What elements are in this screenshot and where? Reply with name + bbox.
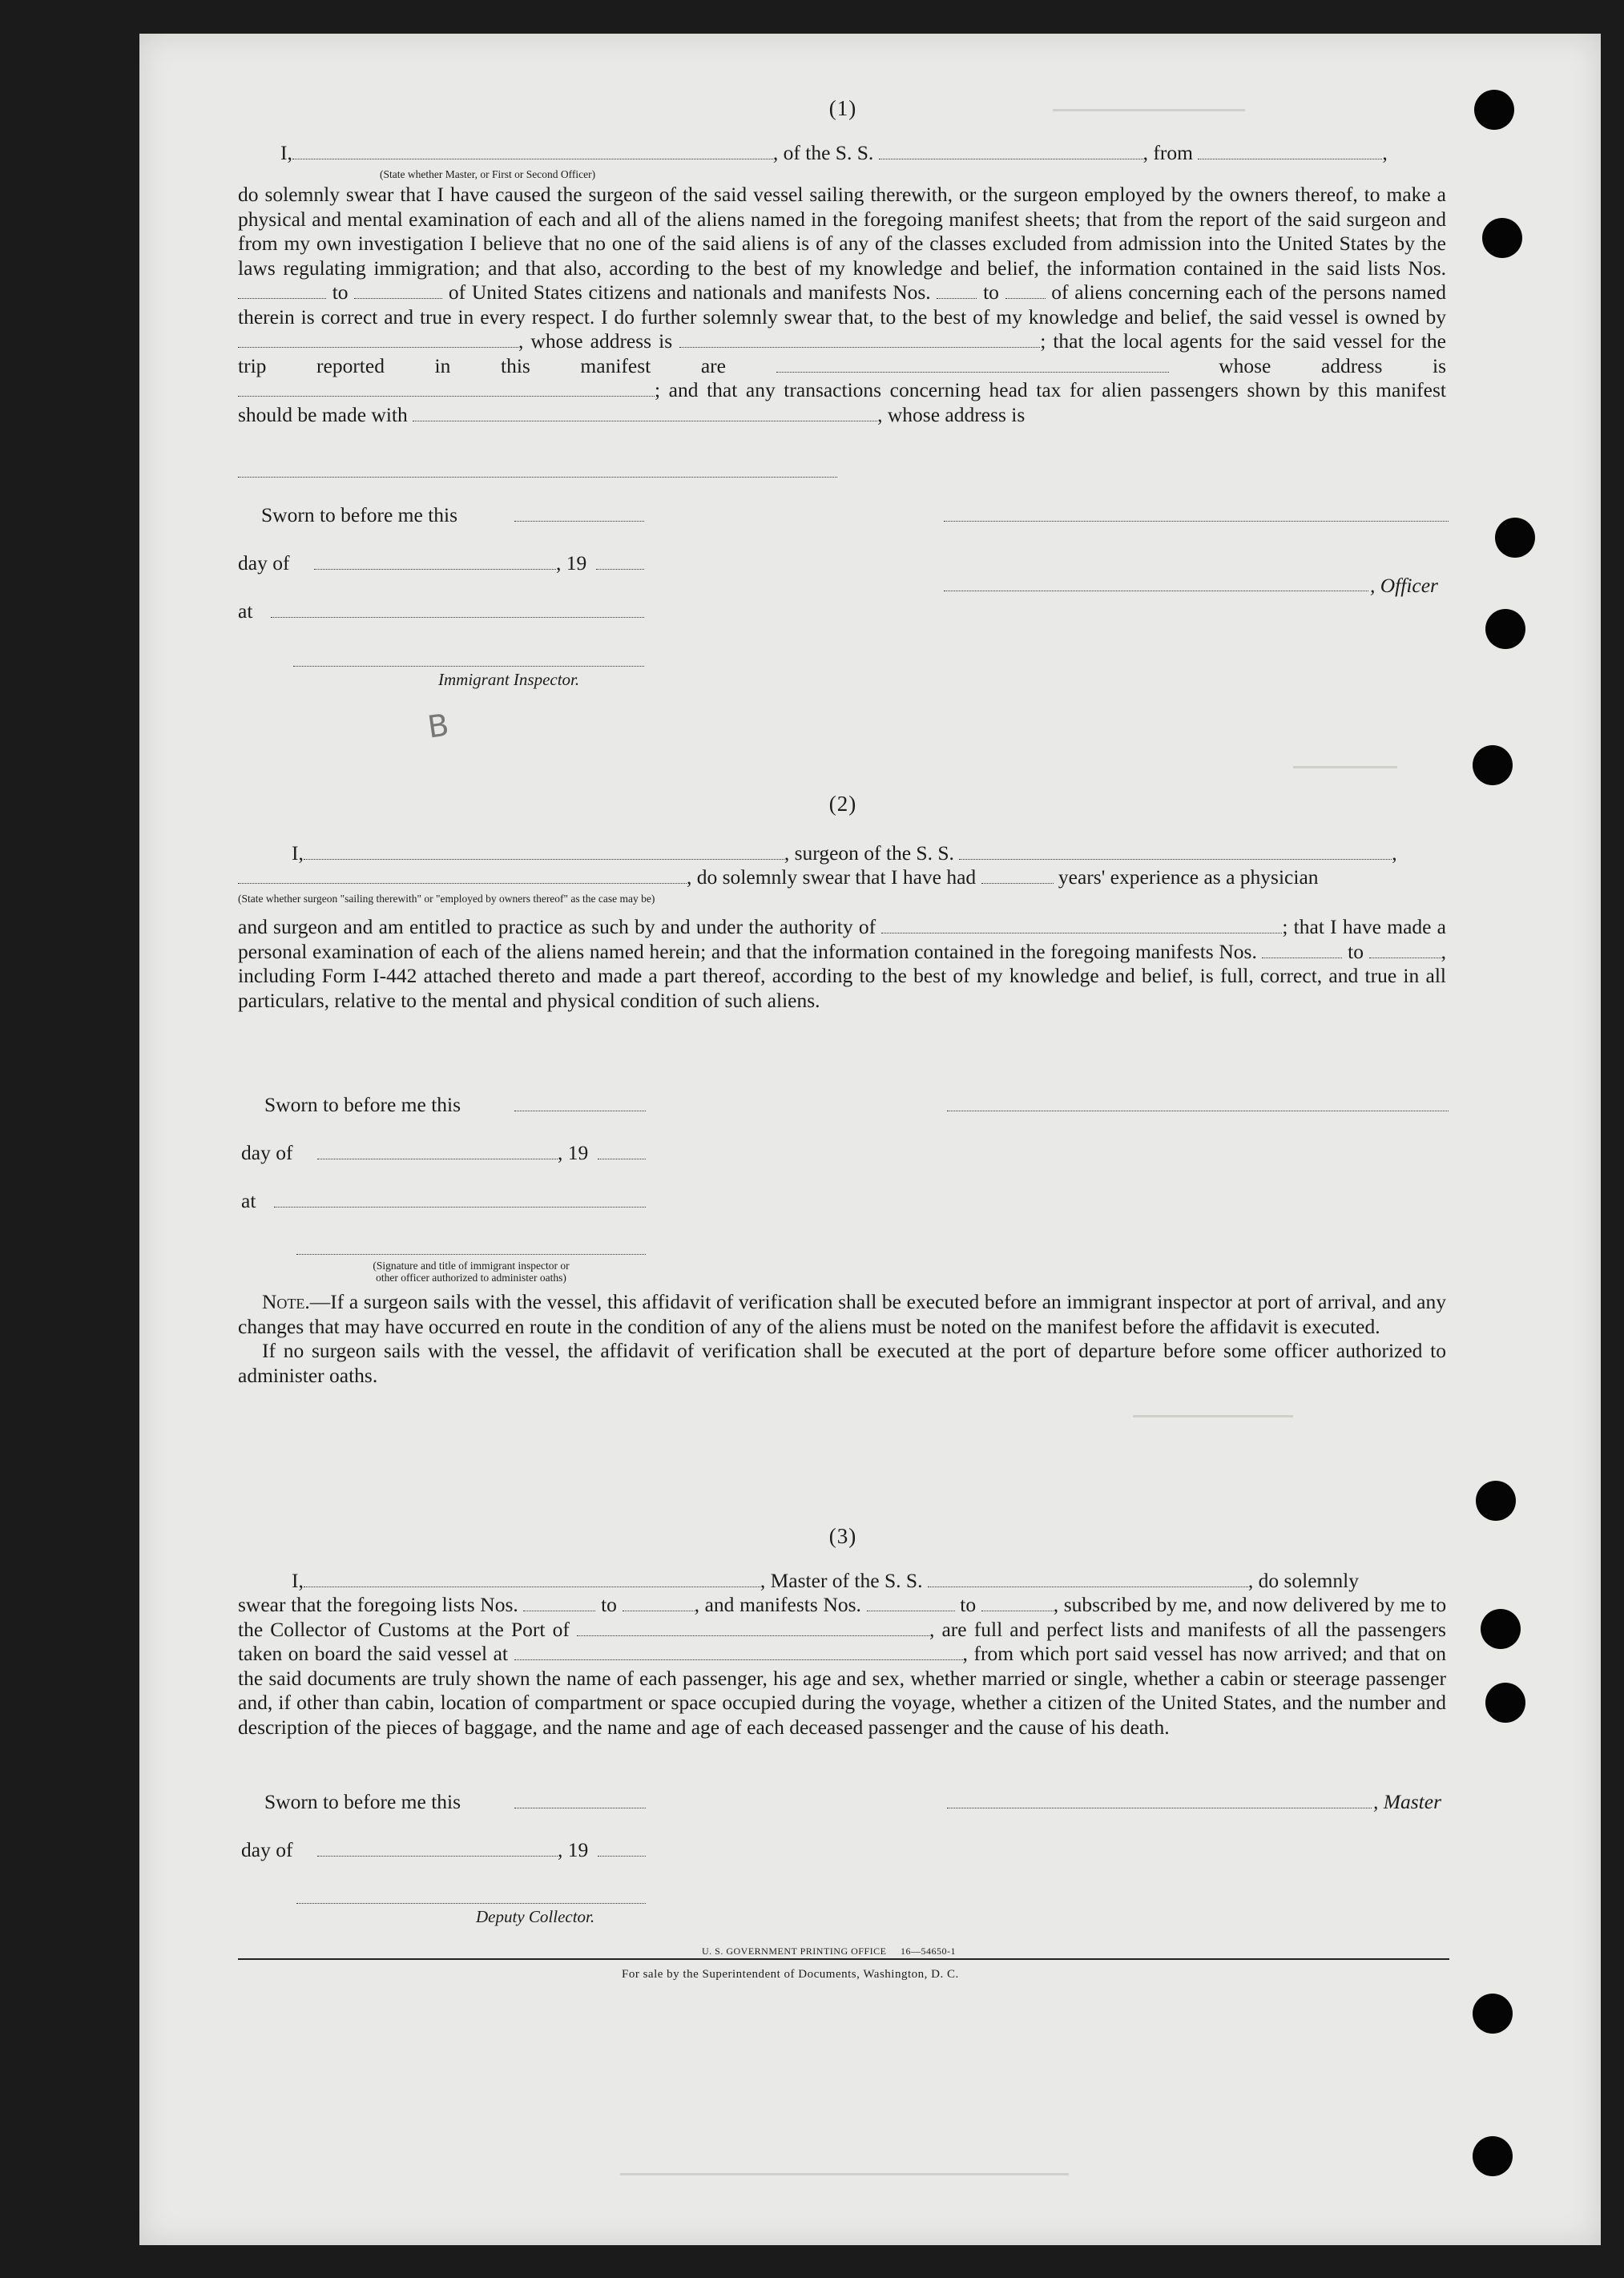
text-to: to (983, 280, 999, 304)
blank-sworn-date[interactable] (514, 520, 644, 522)
day-of-label: day of (238, 551, 290, 575)
oath-text-3: , are full and perfect lists and manifests of all the passengers taken on board the said vessel at (238, 1617, 1446, 1665)
note-text: —If a surgeon sails with the vessel, this affidavit of verification shall be executed before an immigrant inspector at port of arrival, and any changes that may have occurred en route in the condition of any of the aliens must be noted on the manifest before the affidavit is executed. (238, 1290, 1446, 1338)
sworn-label: Sworn to before me this (264, 1093, 461, 1116)
text-i: I, (292, 841, 304, 865)
section-2-header-line (292, 841, 1453, 866)
section-3-header-line (292, 1569, 1458, 1594)
section-2-number (238, 792, 1448, 816)
section-1-number (238, 96, 1448, 121)
officer-label: , Officer (1370, 574, 1438, 597)
text-i: I, (280, 141, 292, 164)
text-surgeon-of: , surgeon of the S. S. (784, 841, 954, 865)
blank-inspector-signature[interactable] (296, 1253, 646, 1255)
oath-text-1: and surgeon and am entitled to practice as such by and under the authority of (238, 915, 876, 938)
blank-years-experience[interactable] (981, 882, 1054, 884)
oath-text-1: do solemnly swear that I have caused the surgeon of the said vessel sailing therewith, or the surgeon employed by the owners thereof, to make a physical and mental examination of each and all of the aliens named in the foregoing manifest sheets; that from the report of the said surgeon and from my own investigation I believe that no one of the said aliens is of any of the classes excluded from admission into the United States by the laws regulating immigration; and that also, according to the best of my knowledge and belief, the information contained in the said lists Nos. (238, 183, 1446, 280)
signature-note-line: (Signature and title of immigrant inspector or (373, 1260, 570, 1272)
text-comma: , (1382, 141, 1388, 164)
oath-text-3: , including Form I-442 attached thereto and made a part thereof, according to the best of my knowledge and belief, is full, correct, and true in all particulars, relative to the mental and physical condition of such aliens. (238, 939, 1447, 1012)
text-i: I, (292, 1569, 304, 1592)
oath-text-4: port said vessel has now arrived; and that on the said documents are truly shown the name of each passenger, his age and sex, whether married or single, whether a cabin or steerage passenger and, if other than cabin, location of compartment or space occupied during the voyage, whether a citizen of the United States, and the number and description of the pieces of baggage, and the name and age of each deceased passenger and the cause of his death. (238, 1642, 1447, 1739)
inspector-label: Immigrant Inspector. (438, 670, 580, 689)
day-of-label: day of (241, 1141, 293, 1164)
blank-manifest-from[interactable] (937, 297, 977, 299)
oath-text-4: that the local agents for the said vessel for the trip reported in this manifest are (238, 329, 1447, 377)
blank-day-month[interactable] (314, 568, 556, 570)
footer-rule (238, 1958, 1449, 1960)
oath-text-5: ; and that any transactions concerning head tax for alien passengers shown by this manifest should be made with (238, 378, 1446, 426)
text-do-solemnly: , do solemnly swear that I have had (687, 865, 977, 889)
blank-head-tax-party[interactable] (413, 420, 877, 421)
binder-hole (1476, 1481, 1516, 1521)
text-to: to (1348, 939, 1364, 963)
section-number: (1) (828, 96, 857, 120)
text-of-ss: , of the S. S. (772, 141, 874, 164)
blank-port-of-embarkation[interactable] (514, 1659, 963, 1660)
at-label: at (238, 599, 253, 623)
binder-hole (1495, 518, 1535, 558)
blank-surgeon-status[interactable] (238, 882, 687, 884)
blank-officer-title[interactable] (944, 590, 1368, 591)
blank-year[interactable] (598, 1855, 646, 1857)
day-of-label: day of (241, 1838, 293, 1861)
binder-hole (1473, 745, 1513, 785)
text-to: to (601, 1593, 617, 1616)
sworn-label: Sworn to before me this (264, 1790, 461, 1813)
blank-local-agents[interactable] (776, 371, 1169, 373)
blank-manifest-to[interactable] (1369, 957, 1441, 958)
signature-note-line: other officer authorized to administer oaths) (376, 1272, 566, 1284)
blank-deputy-signature[interactable] (296, 1902, 646, 1904)
section-3-number (238, 1524, 1448, 1549)
oath-text-2: , subscribed by me, and now delivered by me to the Collector of Customs at the Port of (238, 1593, 1447, 1641)
section-1-header-line (280, 141, 1450, 166)
binder-hole (1485, 1683, 1525, 1723)
blank-sworn-date[interactable] (514, 1110, 646, 1111)
blank-master-name[interactable] (304, 1586, 760, 1587)
text-comma: , (1392, 841, 1397, 865)
handwritten-mark: B (425, 707, 452, 745)
note-text-2: If no surgeon sails with the vessel, the affidavit of verification shall be executed at the port of departure before some officer authorized to administer oaths. (238, 1339, 1446, 1387)
binder-hole (1482, 218, 1522, 258)
blank-surgeon-signature[interactable] (947, 1110, 1449, 1111)
text-and-manifests: , and manifests Nos. (694, 1593, 861, 1616)
sworn-label: Sworn to before me this (261, 503, 458, 526)
binder-hole (1474, 90, 1514, 130)
section-3-body (238, 1593, 1446, 1740)
blank-manifest-from[interactable] (1262, 957, 1342, 958)
blank-port-of-arrival[interactable] (577, 1635, 929, 1636)
blank-day-month[interactable] (317, 1158, 558, 1159)
section-1-body (238, 183, 1446, 427)
note-master-officer: (State whether Master, or First or Second Officer) (380, 168, 596, 180)
section-2-body (238, 915, 1446, 1013)
note-surgeon-status: (State whether surgeon "sailing therewith" or "employed by owners thereof" as the case may be) (238, 893, 655, 905)
at-label: at (241, 1189, 256, 1212)
blank-year[interactable] (598, 1158, 646, 1159)
blank-manifest-to[interactable] (1005, 297, 1046, 299)
text-master-of: , Master of the S. S. (760, 1569, 923, 1592)
text-semicolon: ; (1040, 329, 1046, 353)
form-page (139, 34, 1601, 2245)
blank-manifest-to[interactable] (981, 1610, 1054, 1611)
text-from: , from (1142, 141, 1193, 164)
section-2-note (238, 1290, 1446, 1388)
text-whose-address: , whose address is (518, 329, 673, 353)
text-do-solemnly: , do solemnly (1247, 1569, 1359, 1592)
bleed-through-mark (1293, 747, 1397, 768)
oath-text-3: of aliens concerning each of the persons named therein is correct and true in every respect. I do further solemnly swear that, to the best of my knowledge and belief, the said vessel is owned by (238, 280, 1447, 329)
master-label: , Master (1373, 1790, 1441, 1813)
oath-text-1: swear that the foregoing lists Nos. (238, 1593, 518, 1616)
blank-surgeon-name[interactable] (304, 858, 784, 860)
blank-master-signature[interactable] (947, 1807, 1372, 1808)
blank-year[interactable] (596, 568, 644, 570)
blank-manifest-from[interactable] (867, 1610, 955, 1611)
blank-officer-name[interactable] (292, 158, 773, 159)
blank-list-no-to[interactable] (354, 297, 442, 299)
blank-list-no-from[interactable] (523, 1610, 595, 1611)
text-whose-address: whose address is (1219, 353, 1447, 377)
blank-vessel-name[interactable] (879, 158, 1143, 159)
printing-office-imprint: U. S. GOVERNMENT PRINTING OFFICE 16—54650-1 (702, 1945, 956, 1957)
blank-vessel-name[interactable] (959, 858, 1392, 860)
year-prefix: , 19 (556, 551, 587, 575)
blank-officer-signature[interactable] (944, 520, 1449, 522)
blank-sworn-place[interactable] (274, 1206, 646, 1208)
blank-head-tax-address[interactable] (238, 476, 837, 478)
oath-text-2: ; that I have made a personal examination of each of the aliens named herein; and that the information contained in the foregoing manifests Nos. (238, 915, 1447, 963)
blank-vessel-name[interactable] (928, 1586, 1248, 1587)
blank-list-no-from[interactable] (238, 297, 326, 299)
text-from-which: , from which (962, 1642, 1070, 1665)
note-label: Note. (262, 1290, 310, 1313)
binder-hole (1485, 609, 1525, 649)
signature-note (296, 1260, 646, 1284)
section-number: (3) (828, 1524, 857, 1548)
binder-hole (1473, 1994, 1513, 2034)
blank-sworn-date[interactable] (514, 1807, 646, 1808)
blank-day-month[interactable] (317, 1855, 558, 1857)
blank-authority[interactable] (881, 932, 1282, 933)
text-to: to (960, 1593, 977, 1616)
text-years-experience: years' experience as a physician (1058, 865, 1319, 889)
blank-sworn-place[interactable] (271, 616, 644, 618)
for-sale-notice: For sale by the Superintendent of Documents, Washington, D. C. (622, 1968, 959, 1981)
blank-owner-address[interactable] (679, 346, 1040, 348)
blank-agents-address[interactable] (238, 395, 655, 397)
bleed-through-mark (1133, 1396, 1293, 1417)
bleed-through-mark (620, 2157, 1069, 2175)
section-number: (2) (828, 792, 857, 816)
blank-list-no-to[interactable] (623, 1610, 695, 1611)
year-prefix: , 19 (558, 1141, 589, 1164)
deputy-label: Deputy Collector. (476, 1907, 595, 1926)
blank-port-from[interactable] (1198, 158, 1382, 159)
section-2-line-2 (238, 865, 1456, 890)
blank-inspector-signature[interactable] (293, 665, 644, 667)
text-to: to (332, 280, 349, 304)
binder-hole (1481, 1609, 1521, 1649)
oath-text-2: of United States citizens and nationals and manifests Nos. (448, 280, 931, 304)
text-whose-address: , whose address is (877, 402, 1026, 426)
binder-hole (1473, 2136, 1513, 2176)
blank-owner[interactable] (238, 346, 518, 348)
year-prefix: , 19 (558, 1838, 589, 1861)
